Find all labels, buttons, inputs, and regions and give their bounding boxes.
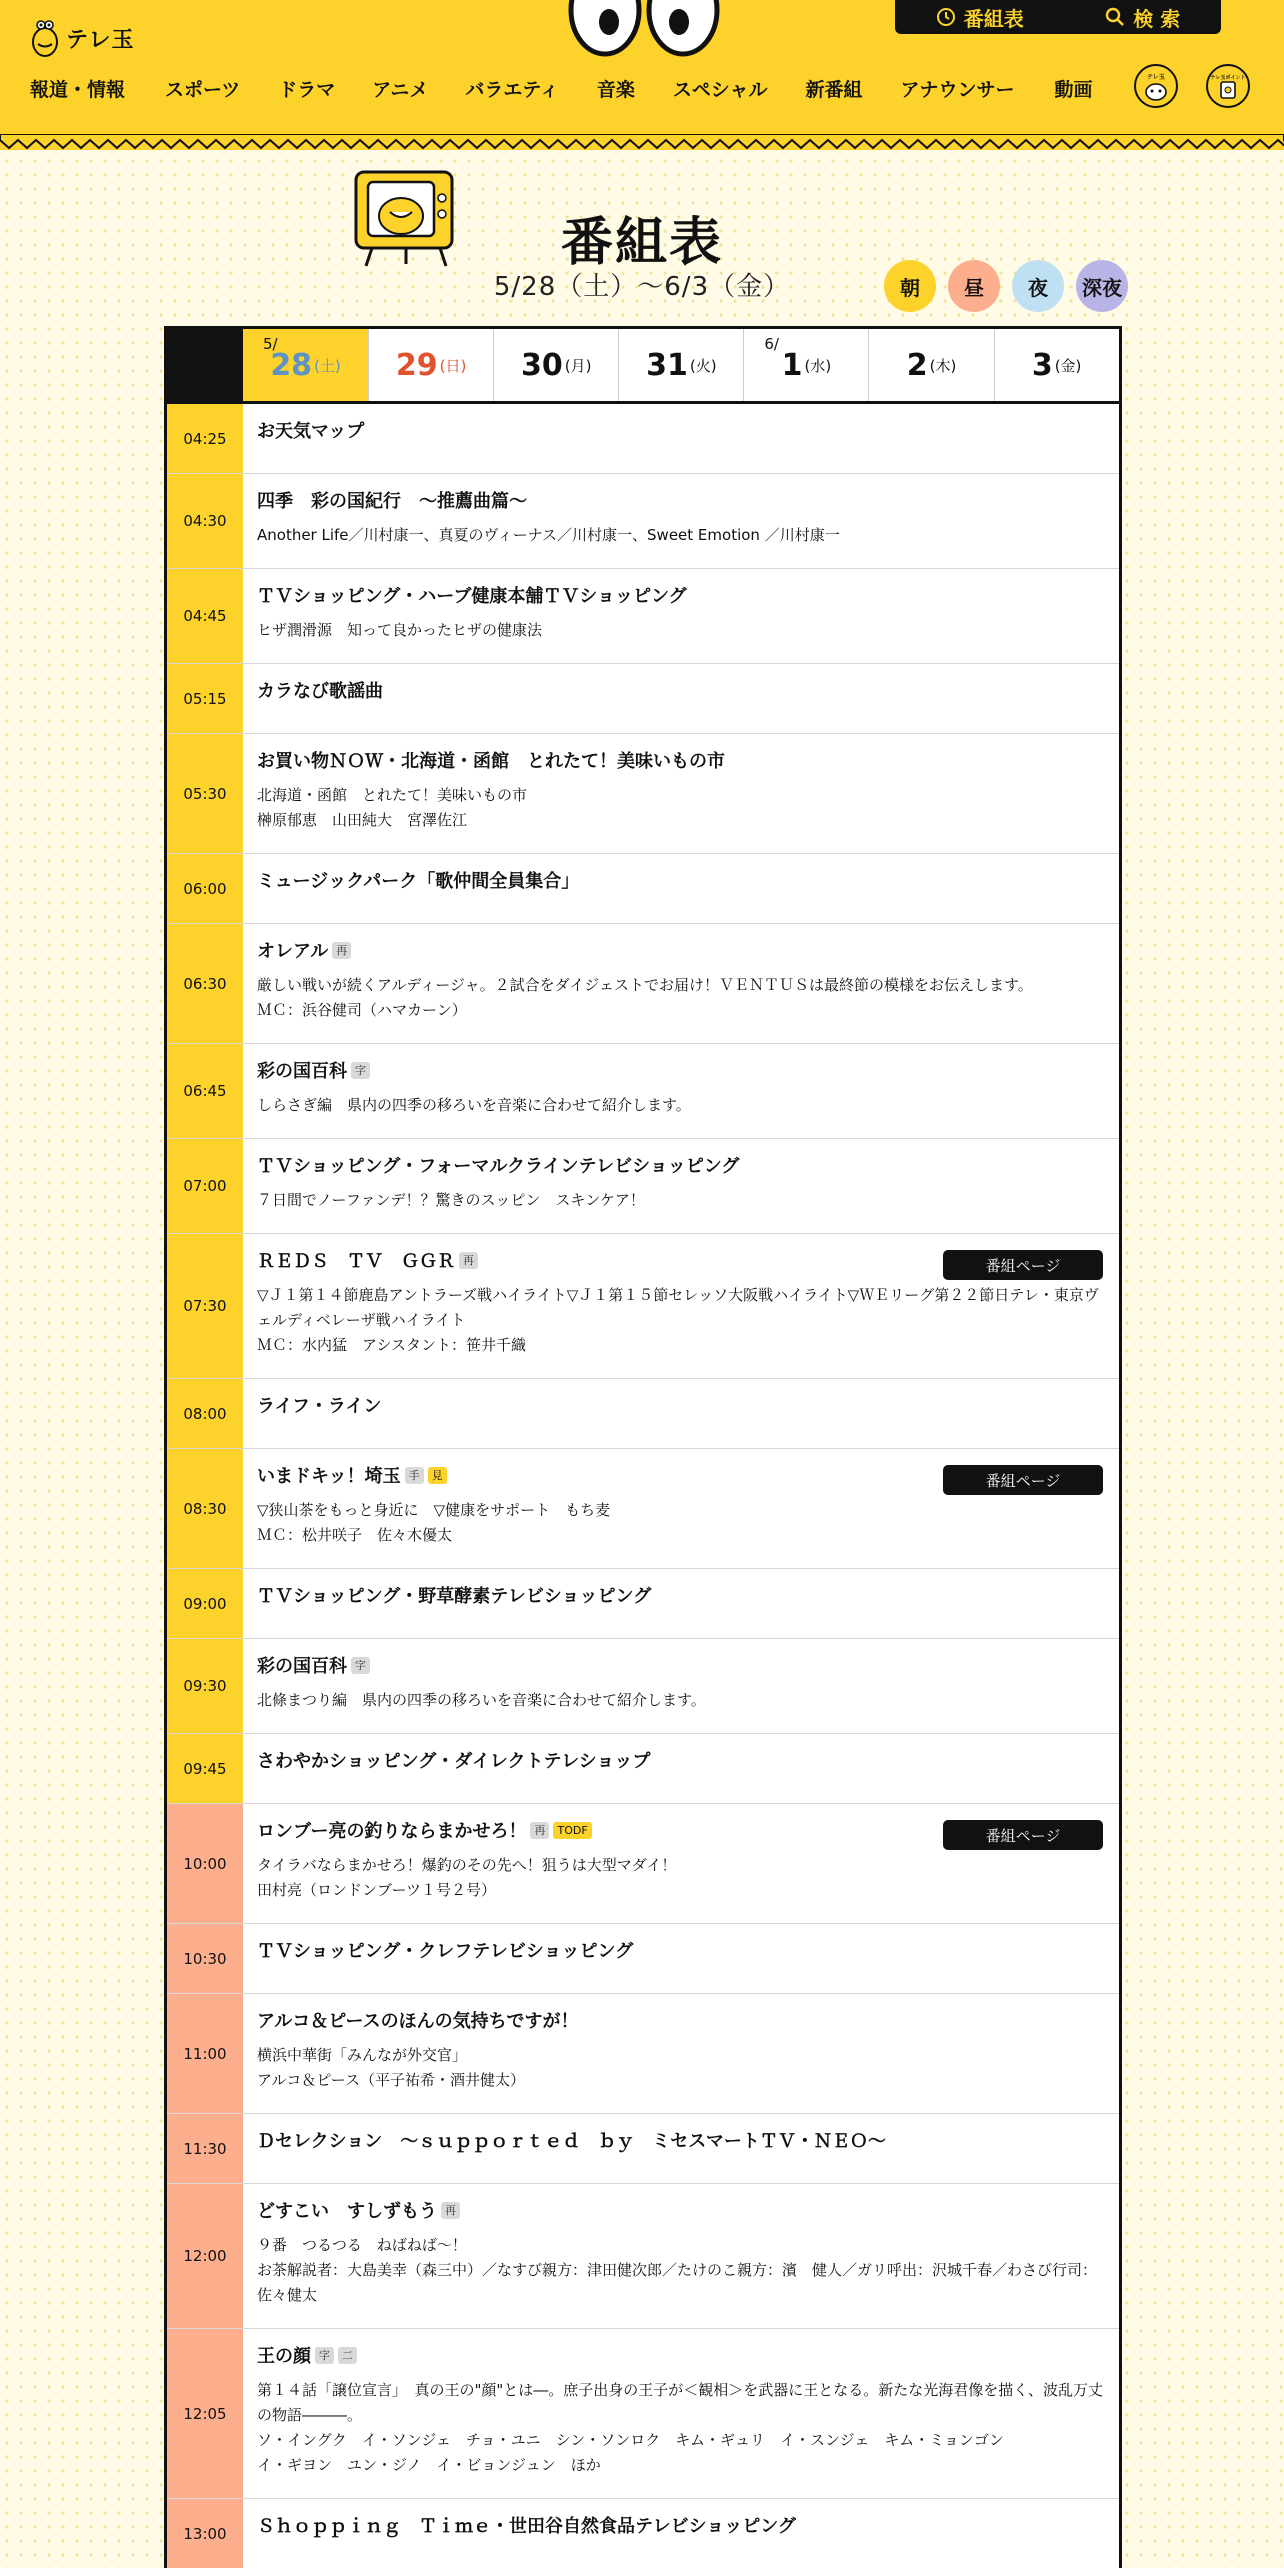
program-description (257, 1688, 1105, 1713)
program-row[interactable] (167, 1639, 1119, 1734)
search-link[interactable] (1105, 3, 1180, 32)
program-title-line (257, 2343, 1105, 2371)
program-page-button[interactable]: 番組ページ (943, 1250, 1103, 1280)
program-row[interactable] (167, 2114, 1119, 2184)
program-title[interactable]: ＴＶショッピング・ハーブ健康本舗ＴＶショッピング (257, 586, 687, 607)
program-row[interactable] (167, 1924, 1119, 1994)
program-description-line: ＭＣ：浜谷健司（ハマカーン） (257, 1001, 467, 1019)
program-title[interactable]: Ｄセレクション ～ｓｕｐｐｏｒｔｅｄ ｂｙ ミセスマートＴＶ・ＮＥＯ～ (257, 2131, 886, 2152)
program-description-line: 厳しい戦いが続くアルディージャ。２試合をダイジェストでお届け！ＶＥＮＴＵＳは最終節の模様をお伝えします。 (257, 976, 1033, 994)
program-description (257, 2043, 1105, 2093)
program-title[interactable]: ライフ・ライン (257, 1396, 382, 1417)
program-row[interactable] (167, 2329, 1119, 2499)
schedule-table (164, 326, 1122, 2568)
program-title-line (257, 1393, 1105, 1421)
program-row[interactable] (167, 664, 1119, 734)
program-row[interactable] (167, 1234, 1119, 1379)
program-row[interactable] (167, 404, 1119, 474)
mascot-eyes-icon (565, 0, 725, 60)
nav-item-announcer[interactable]: アナウンサー (900, 78, 1015, 101)
nav-item-variety[interactable]: バラエティ (465, 78, 559, 101)
program-title-line (257, 2513, 1105, 2541)
program-time: 06:30 (167, 924, 243, 1043)
program-title[interactable]: 王の顔 (257, 2346, 311, 2367)
program-body (243, 1639, 1119, 1733)
program-row[interactable] (167, 1734, 1119, 1804)
program-title[interactable]: お買い物ＮＯＷ・北海道・函館 とれたて！美味いもの市 (257, 751, 725, 772)
program-badge: 再 (530, 1822, 549, 1839)
day-weekday: (日) (439, 356, 467, 375)
circle-label: テレ玉ポイント (1211, 75, 1245, 81)
program-description-line: タイラバならまかせろ！爆釣のその先へ！狙うは大型マダイ！ (257, 1856, 677, 1874)
program-row[interactable] (167, 854, 1119, 924)
night-button[interactable]: 夜 (1012, 260, 1064, 312)
program-description-line: 横浜中華街「みんなが外交官」 (257, 2046, 468, 2064)
program-title[interactable]: ミュージックパーク「歌仲間全員集合」 (257, 871, 580, 892)
site-header (0, 0, 1284, 150)
program-row[interactable] (167, 924, 1119, 1044)
day-number: 3 (1031, 347, 1053, 383)
day-weekday: (金) (1054, 356, 1082, 375)
program-body (243, 1044, 1119, 1138)
noon-button[interactable]: 昼 (948, 260, 1000, 312)
nav-item-special[interactable]: スペシャル (672, 78, 768, 101)
point-card-icon (1211, 69, 1245, 103)
program-time: 11:30 (167, 2114, 243, 2183)
program-title[interactable]: オレアル (257, 941, 329, 962)
program-badge: 字 (351, 1062, 370, 1079)
program-time: 10:30 (167, 1924, 243, 1993)
teletama-point-circle-button[interactable] (1206, 64, 1250, 108)
program-badge: 二 (338, 2347, 357, 2364)
program-row[interactable] (167, 1379, 1119, 1449)
program-row[interactable] (167, 1139, 1119, 1234)
program-body (243, 1139, 1119, 1233)
program-description (257, 2378, 1105, 2478)
program-description (257, 2233, 1105, 2308)
mascot-head-icon (1139, 69, 1173, 103)
program-time: 04:30 (167, 474, 243, 568)
day-tab[interactable] (618, 329, 743, 401)
program-description-line: ＭＣ：松井咲子 佐々木優太 (257, 1526, 453, 1544)
clock-icon (936, 7, 956, 27)
program-description-line: ９番 つるつる ねばねば～！ (257, 2236, 467, 2254)
day-tab[interactable] (368, 329, 493, 401)
program-title-line (257, 678, 1105, 706)
program-description (257, 1093, 1105, 1118)
program-title-line (257, 1653, 1105, 1681)
schedule-link-label: 番組表 (963, 6, 1024, 31)
program-time: 12:00 (167, 2184, 243, 2328)
day-number: 28 (270, 347, 313, 383)
program-row[interactable] (167, 1044, 1119, 1139)
day-number: 29 (395, 347, 438, 383)
program-description-line: 田村亮（ロンドンブーツ１号２号） (257, 1881, 496, 1899)
program-description (257, 618, 1105, 643)
day-number: 2 (906, 347, 928, 383)
program-time: 06:45 (167, 1044, 243, 1138)
search-icon (1105, 7, 1125, 27)
program-title[interactable]: 四季 彩の国紀行 ～推薦曲篇～ (257, 491, 527, 512)
day-header (167, 329, 1119, 404)
program-body (243, 1234, 1119, 1378)
program-body (243, 2499, 1119, 2568)
program-description-line: お茶解説者：大島美幸（森三中）／なすび親方：津田健次郎／たけのこ親方：濱 健人／ガリ呼出：沢城千春／わさび行司：佐々健太 (257, 2261, 1098, 2304)
program-title-line (257, 2198, 1105, 2226)
program-body (243, 2184, 1119, 2328)
program-title-line (257, 938, 1105, 966)
program-badge: 再 (441, 2202, 460, 2219)
day-weekday: (月) (564, 356, 592, 375)
nav-item-video[interactable]: 動画 (1054, 78, 1093, 101)
program-time: 04:25 (167, 404, 243, 473)
program-description-line: 北條まつり編 県内の四季の移ろいを音楽に合わせて紹介します。 (257, 1691, 706, 1709)
day-number: 30 (521, 347, 563, 383)
program-time: 11:00 (167, 1994, 243, 2113)
program-body (243, 2114, 1119, 2183)
program-description (257, 1853, 1105, 1903)
date-range: 5/28（土）〜6/3（金） (493, 272, 791, 302)
program-title[interactable]: ロンブー亮の釣りならまかせろ！ (257, 1821, 527, 1842)
program-title[interactable]: アルコ＆ピースのほんの気持ちですが！ (257, 2011, 579, 2032)
program-row[interactable] (167, 569, 1119, 664)
program-title-line (257, 1153, 1105, 1181)
program-row[interactable] (167, 1994, 1119, 2114)
program-description-line: イ・ギヨン ユン・ジノ イ・ビョンジュン ほか (257, 2456, 601, 2474)
program-badge: 再 (332, 942, 351, 959)
program-body (243, 1379, 1119, 1448)
program-title[interactable]: どすこい すしずもう (257, 2201, 437, 2222)
search-link-label: 検 索 (1133, 6, 1181, 31)
day-weekday: (木) (929, 356, 957, 375)
program-row[interactable] (167, 474, 1119, 569)
program-badge: 再 (459, 1252, 478, 1269)
program-body (243, 734, 1119, 853)
late-night-button[interactable]: 深夜 (1076, 260, 1128, 312)
program-description-line: 榊原郁恵 山田純大 宮澤佐江 (257, 811, 468, 829)
program-title-line (257, 2128, 1105, 2156)
program-description-line: ヒザ潤滑源 知って良かったヒザの健康法 (257, 621, 543, 639)
program-body (243, 404, 1119, 473)
program-description-line: 第１４話「譲位宣言」 真の王の"顔"とは―。庶子出身の王子が＜観相＞を武器に王となる。新たな光海君像を描く、波乱万丈の物語―――。 (257, 2381, 1104, 2424)
day-tab[interactable] (868, 329, 993, 401)
program-title-line (257, 868, 1105, 896)
program-description (257, 1283, 1105, 1358)
program-body (243, 854, 1119, 923)
nav-item-news[interactable]: 報道・情報 (30, 78, 126, 101)
program-body (243, 1924, 1119, 1993)
program-title-line (257, 1938, 1105, 1966)
program-title-line (257, 748, 1105, 776)
program-time: 08:30 (167, 1449, 243, 1568)
nav-item-music[interactable]: 音楽 (596, 78, 635, 101)
mascot-icon (30, 16, 60, 60)
circle-label: テレ玉 (1147, 74, 1165, 81)
nav-item-new-programs[interactable]: 新番組 (805, 78, 863, 101)
day-tab[interactable] (493, 329, 618, 401)
day-weekday: (水) (804, 356, 832, 375)
program-badge: 字 (315, 2347, 334, 2364)
nav-item-sports[interactable]: スポーツ (165, 78, 241, 101)
nav-item-anime[interactable]: アニメ (372, 78, 429, 101)
program-body (243, 1734, 1119, 1803)
program-time: 07:00 (167, 1139, 243, 1233)
program-description (257, 523, 1105, 548)
program-row[interactable] (167, 1569, 1119, 1639)
day-tab[interactable] (743, 329, 868, 401)
program-time: 06:00 (167, 854, 243, 923)
page-title: 番組表 (560, 213, 723, 273)
program-title[interactable]: Ｓｈｏｐｐｉｎｇ Ｔｉｍｅ・世田谷自然食品テレビショッピング (257, 2516, 796, 2537)
teletama-circle-button[interactable] (1134, 64, 1178, 108)
program-description-line: ７日間でノーファンデ！？驚きのスッピン スキンケア！ (257, 1191, 645, 1209)
program-row[interactable] (167, 734, 1119, 854)
program-page-button[interactable]: 番組ページ (943, 1820, 1103, 1850)
program-body (243, 1994, 1119, 2113)
program-time: 09:45 (167, 1734, 243, 1803)
program-badge: TODF (553, 1822, 591, 1839)
schedule-link[interactable] (936, 3, 1024, 32)
program-title[interactable]: ＴＶショッピング・クレフテレビショッピング (257, 1941, 634, 1962)
header-corner (167, 329, 243, 401)
program-title-line (257, 1748, 1105, 1776)
program-description-line: ソ・イングク イ・ソンジェ チョ・ユニ シン・ソンロク キム・ギュリ イ・スンジェ キム・ミョンゴン (257, 2431, 1004, 2449)
program-title-line (257, 2008, 1105, 2036)
program-page-button[interactable]: 番組ページ (943, 1465, 1103, 1495)
day-tab[interactable] (243, 329, 368, 401)
program-body (243, 474, 1119, 568)
day-number: 1 (781, 347, 803, 383)
site-logo[interactable] (30, 16, 135, 60)
program-body (243, 924, 1119, 1043)
program-time: 05:30 (167, 734, 243, 853)
program-time: 07:30 (167, 1234, 243, 1378)
program-title[interactable]: お天気マップ (257, 421, 365, 442)
program-body (243, 1449, 1119, 1568)
program-time: 05:15 (167, 664, 243, 733)
program-title-line (257, 1058, 1105, 1086)
program-title-line (257, 488, 1105, 516)
program-badge: 手 (405, 1467, 424, 1484)
day-month: 6/ (764, 335, 779, 353)
program-time: 08:00 (167, 1379, 243, 1448)
program-title[interactable]: さわやかショッピング・ダイレクトテレショップ (257, 1751, 651, 1772)
program-title[interactable]: 彩の国百科 (257, 1061, 347, 1082)
time-of-day-buttons (884, 260, 1128, 312)
program-row[interactable] (167, 2499, 1119, 2568)
morning-button[interactable]: 朝 (884, 260, 936, 312)
program-time: 09:00 (167, 1569, 243, 1638)
program-body (243, 569, 1119, 663)
program-time: 09:30 (167, 1639, 243, 1733)
program-title[interactable]: ＲＥＤＳ ＴＶ ＧＧＲ (257, 1251, 455, 1272)
program-title[interactable]: カラなび歌謡曲 (257, 681, 383, 702)
day-month: 5/ (263, 335, 278, 353)
program-title[interactable]: 彩の国百科 (257, 1656, 347, 1677)
header-zigzag (0, 134, 1284, 150)
program-description (257, 783, 1105, 833)
program-title-line (257, 418, 1105, 446)
nav-item-drama[interactable]: ドラマ (278, 78, 336, 101)
logo-text: テレ玉 (66, 27, 135, 53)
day-number: 31 (646, 347, 688, 383)
program-badge: 見 (428, 1467, 447, 1484)
program-title-line (257, 1583, 1105, 1611)
day-tab[interactable] (994, 329, 1119, 401)
program-time: 13:00 (167, 2499, 243, 2568)
program-description-line: しらさぎ編 県内の四季の移ろいを音楽に合わせて紹介します。 (257, 1096, 691, 1114)
program-body (243, 2329, 1119, 2498)
program-time: 10:00 (167, 1804, 243, 1923)
program-body (243, 1804, 1119, 1923)
program-description-line: ＭＣ：水内猛 アシスタント：笹井千織 (257, 1336, 526, 1354)
day-weekday: (土) (314, 356, 341, 375)
program-row[interactable] (167, 1449, 1119, 1569)
program-body (243, 664, 1119, 733)
program-body (243, 1569, 1119, 1638)
program-title[interactable]: ＴＶショッピング・野草酵素テレビショッピング (257, 1586, 652, 1607)
program-time: 04:45 (167, 569, 243, 663)
program-description-line: ▽狭山茶をもっと身近に ▽健康をサポート もち麦 (257, 1501, 611, 1519)
program-description (257, 1188, 1105, 1213)
program-badge: 字 (351, 1657, 370, 1674)
program-time: 12:05 (167, 2329, 243, 2498)
program-title-line (257, 583, 1105, 611)
program-description (257, 1498, 1105, 1548)
program-title[interactable]: ＴＶショッピング・フォーマルクラインテレビショッピング (257, 1156, 740, 1177)
program-description-line: 北海道・函館 とれたて！美味いもの市 (257, 786, 528, 804)
program-description (257, 973, 1105, 1023)
program-description-line: アルコ＆ピース（平子祐希・酒井健太） (257, 2071, 526, 2089)
day-weekday: (火) (689, 356, 717, 375)
tv-mascot-icon (352, 168, 462, 268)
top-links (895, 0, 1221, 34)
program-row[interactable] (167, 2184, 1119, 2329)
program-row[interactable] (167, 1804, 1119, 1924)
program-list (167, 404, 1119, 2568)
program-title[interactable]: いまドキッ！埼玉 (257, 1466, 401, 1487)
program-description-line: Another Life／川村康一、真夏のヴィーナス／川村康一、Sweet Emotion ／川村康一 (257, 526, 840, 544)
program-description-line: ▽Ｊ１第１４節鹿島アントラーズ戦ハイライト▽Ｊ１第１５節セレッソ大阪戦ハイライト▽ＷＥリーグ第２２節日テレ・東京ヴェルディベレーザ戦ハイライト (257, 1286, 1099, 1329)
main-nav (30, 70, 1093, 106)
